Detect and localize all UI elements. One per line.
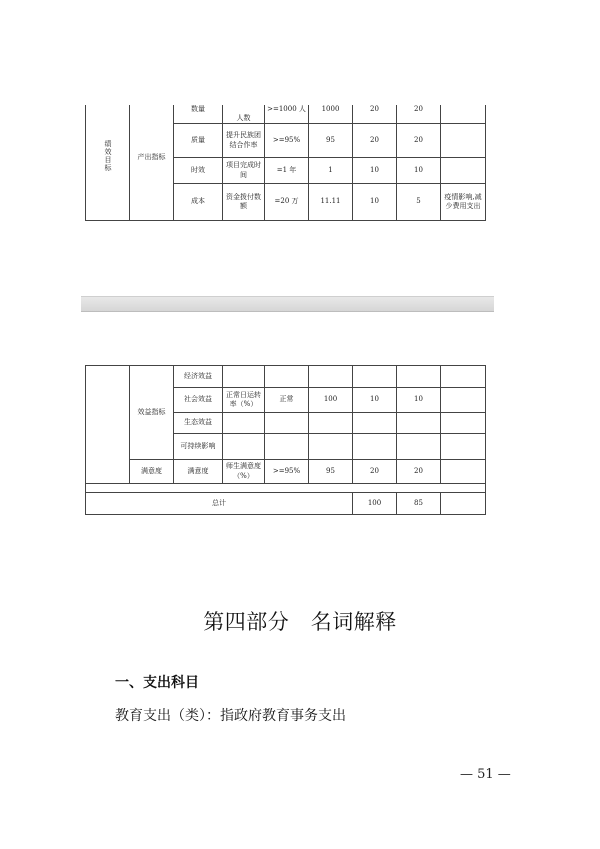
dim-cell: 经济效益 [174,366,223,388]
target-cell: >=95% [265,460,309,484]
weight-cell: 10 [353,388,397,413]
indicator-cell [223,413,265,434]
note-cell [441,413,486,434]
dim-cell: 可持续影响 [174,434,223,460]
actual-cell: 100 [309,388,353,413]
satisfaction-label-cell: 满意度 [130,460,174,484]
actual-cell: 1000 [309,105,353,124]
page-number: — 51 — [460,767,511,782]
total-label-cell: 总计 [86,493,353,515]
indicator-cell: 提升民族团结合作率 [223,124,265,158]
indicator-cell: 师生满意度（%） [223,460,265,484]
table-row [86,366,486,388]
performance-table-output [85,105,486,221]
target-cell: >=95% [265,124,309,158]
table-row-total [86,493,486,515]
benefit-label-cell: 效益指标 [130,366,174,460]
spacer-cell [86,484,486,493]
group-label-cell: 绩效目标 [86,105,130,221]
note-cell [441,366,486,388]
definition-paragraph: 教育支出（类）：指政府教育事务支出 [115,708,346,724]
score-cell: 10 [397,388,441,413]
indicator-cell [223,366,265,388]
actual-cell [309,366,353,388]
target-cell: 正常 [265,388,309,413]
score-cell: 5 [397,184,441,221]
total-note-cell [441,493,486,515]
weight-cell [353,413,397,434]
sub-label-cell: 产出指标 [130,105,174,221]
actual-cell: 95 [309,124,353,158]
target-cell: =20 万 [265,184,309,221]
score-cell [397,366,441,388]
indicator-cell: 项目完成时间 [223,158,265,184]
score-cell: 20 [397,124,441,158]
dim-cell: 数量 [174,105,223,124]
note-cell [441,460,486,484]
dim-cell: 质量 [174,124,223,158]
weight-cell: 10 [353,184,397,221]
dim-cell: 满意度 [174,460,223,484]
target-cell: >=1000 人 [265,105,309,124]
section-title: 第四部分 名词解释 [203,610,397,634]
actual-cell [309,413,353,434]
actual-cell: 1 [309,158,353,184]
note-cell [441,105,486,124]
total-weight-cell: 100 [353,493,397,515]
score-cell: 20 [397,460,441,484]
weight-cell: 20 [353,460,397,484]
dim-cell: 生态效益 [174,413,223,434]
note-cell [441,124,486,158]
indicator-cell: 资金拨付数额 [223,184,265,221]
page-break-divider [81,296,494,312]
subsection-heading: 一、支出科目 [115,675,199,691]
note-cell [441,434,486,460]
target-cell: =1 年 [265,158,309,184]
performance-table-benefit [85,365,486,515]
score-cell: 10 [397,158,441,184]
actual-cell: 95 [309,460,353,484]
note-cell [441,158,486,184]
indicator-cell [223,434,265,460]
note-cell: 疫情影响,减少费用支出 [441,184,486,221]
weight-cell: 20 [353,124,397,158]
weight-cell: 10 [353,158,397,184]
target-cell [265,413,309,434]
weight-cell [353,434,397,460]
score-cell [397,413,441,434]
score-cell: 20 [397,105,441,124]
dim-cell: 时效 [174,158,223,184]
performance-table-top-clip [85,105,486,221]
actual-cell [309,434,353,460]
target-cell [265,366,309,388]
actual-cell: 11.11 [309,184,353,221]
score-cell [397,434,441,460]
total-score-cell: 85 [397,493,441,515]
table-row [86,460,486,484]
target-cell [265,434,309,460]
dim-cell: 成本 [174,184,223,221]
indicator-cell: 正常日运转率（%） [223,388,265,413]
group-blank-cell [86,366,130,484]
table-row-spacer [86,484,486,493]
note-cell [441,388,486,413]
weight-cell [353,366,397,388]
table-row [86,105,486,124]
indicator-cell: 人数 [223,105,265,124]
weight-cell: 20 [353,105,397,124]
dim-cell: 社会效益 [174,388,223,413]
